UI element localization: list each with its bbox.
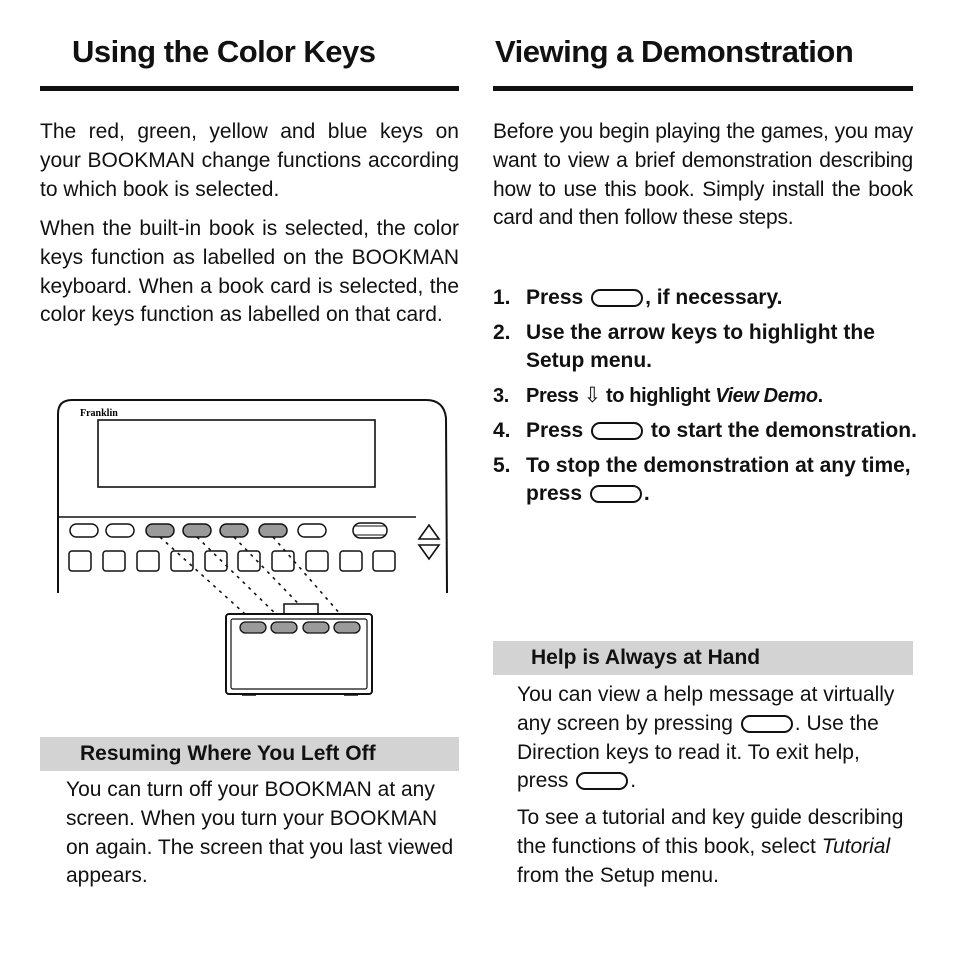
demo-intro-paragraph: Before you begin playing the games, you may want to view a brief demonstration describing how to use this book. Simply install the book card and then follow these steps.: [493, 120, 913, 230]
device-color-key-yellow: [220, 524, 248, 537]
device-book-card: [226, 604, 372, 695]
device-enter-key: [353, 523, 387, 538]
device-key: [70, 524, 98, 537]
resume-heading: Resuming Where You Left Off: [80, 742, 376, 765]
enter-key-icon: [591, 422, 643, 440]
right-heading-rule: [493, 86, 913, 91]
demo-step-1: 1. Press , if necessary.: [493, 286, 783, 309]
down-arrow-icon: ⇩: [583, 384, 601, 407]
resume-paragraph: You can turn off your BOOKMAN at any screen. When you turn your BOOKMAN on again. The screen that you last viewed appears.: [66, 778, 454, 888]
demo-step-5: 5. To stop the demonstration at any time, press .: [493, 454, 911, 505]
demo-step-2: 2. Use the arrow keys to highlight the Setup menu.: [493, 321, 875, 372]
demo-step-4: 4. Press to start the demonstration.: [493, 419, 917, 442]
device-down-arrow-key: [419, 545, 439, 559]
demo-step-3: 3. Press ⇩ to highlight View Demo.: [493, 384, 823, 407]
help-heading: Help is Always at Hand: [531, 646, 761, 669]
demo-steps-list: [493, 284, 918, 515]
device-body: [58, 400, 447, 593]
device-connector-lines: [160, 537, 348, 623]
color-keys-paragraph-1: The red, green, yellow and blue keys on your BOOKMAN change functions according to which book is selected.: [40, 120, 459, 201]
device-up-arrow-key: [419, 525, 439, 539]
back-key-icon: [576, 772, 628, 790]
device-lower-keys: [69, 551, 395, 571]
help-key-icon: [741, 715, 793, 733]
device-key: [298, 524, 326, 537]
clear-key-icon: [590, 485, 642, 503]
right-heading: Viewing a Demonstration: [495, 34, 854, 69]
device-color-key-blue: [259, 524, 287, 537]
device-function-keys: [70, 523, 387, 538]
left-heading-rule: [40, 86, 459, 91]
color-keys-paragraph-2: When the built-in book is selected, the color keys function as labelled on the BOOKMAN keyboard. When a book card is selected, the color keys function as labelled on that card.: [40, 217, 459, 327]
device-logo: Franklin: [80, 408, 118, 419]
help-paragraph-2: To see a tutorial and key guide describing the functions of this book, select Tutorial from the Setup menu.: [517, 806, 904, 887]
device-screen: [98, 420, 375, 487]
help-paragraph-1: You can view a help message at virtually any screen by pressing . Use the Direction keys to read it. To exit help, press .: [517, 683, 895, 793]
device-key: [106, 524, 134, 537]
left-heading: Using the Color Keys: [72, 34, 376, 69]
help-heading-bar: [493, 641, 913, 675]
resume-heading-bar: [40, 737, 459, 771]
device-color-key-green: [183, 524, 211, 537]
device-color-key-red: [146, 524, 174, 537]
menu-key-icon: [591, 289, 643, 307]
bookman-device-illustration: [56, 398, 452, 704]
